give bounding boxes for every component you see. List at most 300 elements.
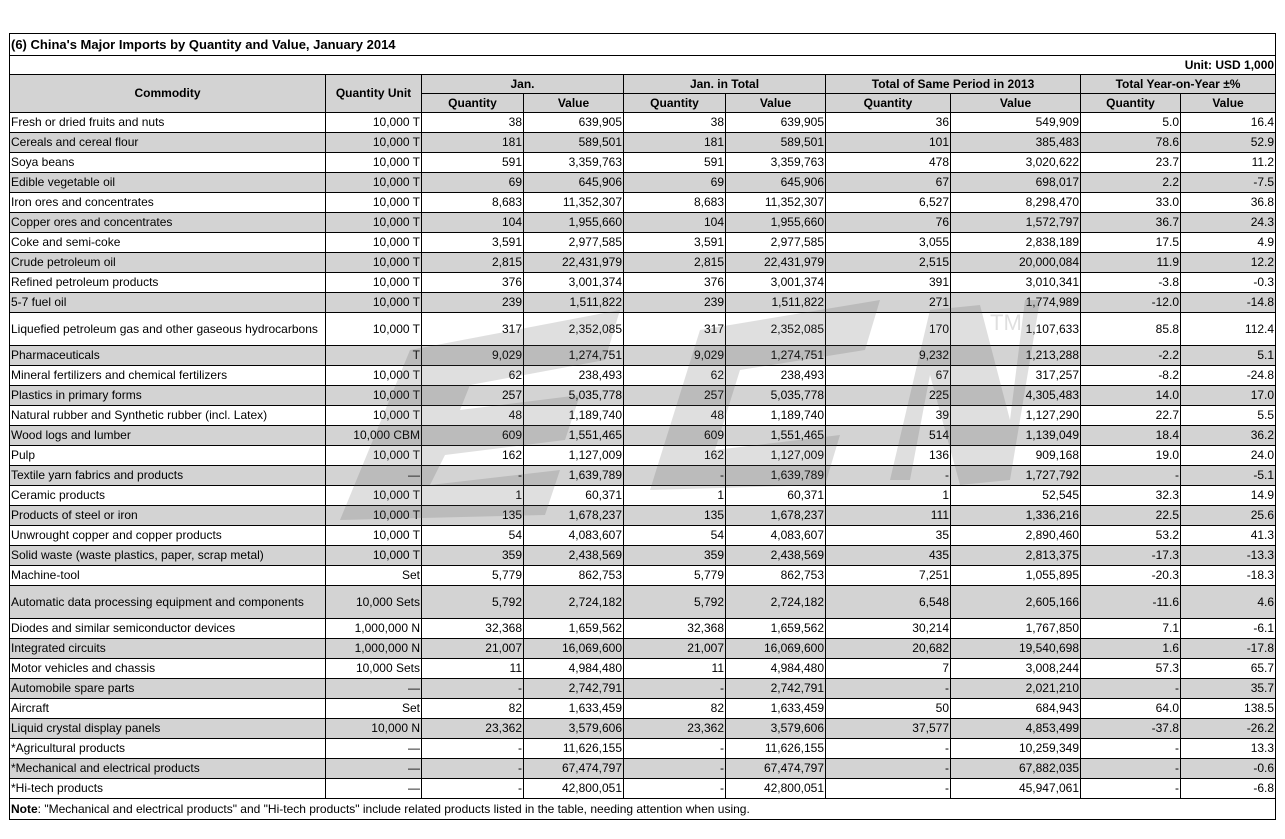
same-period-quantity-cell: 39 (826, 406, 951, 426)
yoy-value-cell: 52.9 (1181, 133, 1276, 153)
jan-total-quantity-cell: 609 (624, 426, 726, 446)
imports-table (9, 33, 1276, 820)
same-period-quantity-cell: 3,055 (826, 233, 951, 253)
jan-quantity-cell: 62 (422, 366, 524, 386)
yoy-quantity-cell: 1.6 (1081, 639, 1181, 659)
yoy-value-cell: 36.2 (1181, 426, 1276, 446)
same-period-quantity-cell: 111 (826, 506, 951, 526)
jan-total-quantity-cell: 257 (624, 386, 726, 406)
jan-quantity-cell: - (422, 759, 524, 779)
jan-total-value-cell: 1,955,660 (726, 213, 826, 233)
jan-total-value-cell: 589,501 (726, 133, 826, 153)
table-row (10, 779, 1276, 799)
same-period-value-cell: 8,298,470 (951, 193, 1081, 213)
jan-value-cell: 11,352,307 (524, 193, 624, 213)
jan-quantity-cell: - (422, 466, 524, 486)
commodity-cell: 5-7 fuel oil (10, 293, 326, 313)
jan-total-value-cell: 3,359,763 (726, 153, 826, 173)
jan-quantity-cell: 376 (422, 273, 524, 293)
table-row (10, 293, 1276, 313)
yoy-quantity-cell: 19.0 (1081, 446, 1181, 466)
same-period-value-cell: 20,000,084 (951, 253, 1081, 273)
yoy-quantity-cell: 22.5 (1081, 506, 1181, 526)
table-row (10, 406, 1276, 426)
yoy-value-cell: 16.4 (1181, 113, 1276, 133)
commodity-cell: Automatic data processing equipment and components (10, 586, 326, 619)
quantity-unit-cell: 10,000 T (326, 406, 422, 426)
jan-total-value-cell: 4,083,607 (726, 526, 826, 546)
yoy-value-cell: 11.2 (1181, 153, 1276, 173)
jan-total-quantity-cell: 5,792 (624, 586, 726, 619)
commodity-cell: Automobile spare parts (10, 679, 326, 699)
jan-total-value-cell: 1,639,789 (726, 466, 826, 486)
jan-total-quantity-cell: 9,029 (624, 346, 726, 366)
jan-quantity-cell: 104 (422, 213, 524, 233)
yoy-quantity-cell: 36.7 (1081, 213, 1181, 233)
yoy-quantity-cell: 57.3 (1081, 659, 1181, 679)
table-row (10, 193, 1276, 213)
same-period-value-cell: 2,838,189 (951, 233, 1081, 253)
yoy-quantity-cell: - (1081, 759, 1181, 779)
same-period-quantity-cell: - (826, 759, 951, 779)
jan-value-cell: 862,753 (524, 566, 624, 586)
quantity-unit-cell: T (326, 346, 422, 366)
jan-total-value-cell: 16,069,600 (726, 639, 826, 659)
table-body (10, 113, 1276, 799)
yoy-quantity-cell: 53.2 (1081, 526, 1181, 546)
jan-total-quantity-cell: - (624, 779, 726, 799)
yoy-quantity-cell: -3.8 (1081, 273, 1181, 293)
yoy-value-cell: 65.7 (1181, 659, 1276, 679)
same-period-value-cell: 1,774,989 (951, 293, 1081, 313)
same-period-quantity-cell: 50 (826, 699, 951, 719)
same-period-quantity-cell: 37,577 (826, 719, 951, 739)
note-row (10, 799, 1276, 820)
jan-quantity-cell: 1 (422, 486, 524, 506)
same-period-value-cell: 1,213,288 (951, 346, 1081, 366)
table-row (10, 133, 1276, 153)
jan-value-cell: 11,626,155 (524, 739, 624, 759)
same-period-quantity-cell: - (826, 679, 951, 699)
commodity-cell: Integrated circuits (10, 639, 326, 659)
same-period-value-cell: 19,540,698 (951, 639, 1081, 659)
quantity-unit-cell: 10,000 T (326, 133, 422, 153)
jan-total-quantity-cell: 317 (624, 313, 726, 346)
jan-value-cell: 3,359,763 (524, 153, 624, 173)
quantity-unit-cell: 10,000 T (326, 173, 422, 193)
header-group-jan: Jan. (422, 75, 624, 94)
jan-total-quantity-cell: - (624, 679, 726, 699)
jan-value-cell: 2,724,182 (524, 586, 624, 619)
yoy-quantity-cell: 85.8 (1081, 313, 1181, 346)
commodity-cell: Crude petroleum oil (10, 253, 326, 273)
same-period-quantity-cell: 136 (826, 446, 951, 466)
yoy-quantity-cell: 33.0 (1081, 193, 1181, 213)
quantity-unit-cell: 10,000 CBM (326, 426, 422, 446)
jan-total-value-cell: 4,984,480 (726, 659, 826, 679)
jan-value-cell: 645,906 (524, 173, 624, 193)
jan-quantity-cell: 257 (422, 386, 524, 406)
header-group-jan-total: Jan. in Total (624, 75, 826, 94)
commodity-cell: *Agricultural products (10, 739, 326, 759)
jan-quantity-cell: 82 (422, 699, 524, 719)
quantity-unit-cell: 10,000 T (326, 506, 422, 526)
jan-value-cell: 1,659,562 (524, 619, 624, 639)
same-period-quantity-cell: 435 (826, 546, 951, 566)
yoy-value-cell: 4.6 (1181, 586, 1276, 619)
same-period-quantity-cell: 6,548 (826, 586, 951, 619)
note-text: : "Mechanical and electrical products" and "Hi-tech products" include related products listed in the table, needing attention when using. (37, 801, 750, 816)
quantity-unit-cell: — (326, 679, 422, 699)
jan-total-value-cell: 2,742,791 (726, 679, 826, 699)
table-row (10, 366, 1276, 386)
yoy-value-cell: -7.5 (1181, 173, 1276, 193)
same-period-value-cell: 1,107,633 (951, 313, 1081, 346)
yoy-quantity-cell: -12.0 (1081, 293, 1181, 313)
jan-value-cell: 2,352,085 (524, 313, 624, 346)
jan-total-quantity-cell: 2,815 (624, 253, 726, 273)
jan-quantity-cell: - (422, 739, 524, 759)
jan-value-cell: 639,905 (524, 113, 624, 133)
yoy-quantity-cell: 18.4 (1081, 426, 1181, 446)
table-row (10, 546, 1276, 566)
jan-quantity-cell: 609 (422, 426, 524, 446)
jan-total-quantity-cell: 239 (624, 293, 726, 313)
commodity-cell: Diodes and similar semiconductor devices (10, 619, 326, 639)
jan-total-quantity-cell: - (624, 759, 726, 779)
jan-value-cell: 1,189,740 (524, 406, 624, 426)
yoy-quantity-cell: -17.3 (1081, 546, 1181, 566)
quantity-unit-cell: 10,000 T (326, 486, 422, 506)
same-period-value-cell: 1,767,850 (951, 619, 1081, 639)
same-period-value-cell: 1,127,290 (951, 406, 1081, 426)
header-sub-value: Value (951, 94, 1081, 113)
header-sub-quantity: Quantity (1081, 94, 1181, 113)
jan-total-value-cell: 42,800,051 (726, 779, 826, 799)
jan-total-value-cell: 1,189,740 (726, 406, 826, 426)
same-period-value-cell: 1,572,797 (951, 213, 1081, 233)
yoy-quantity-cell: -2.2 (1081, 346, 1181, 366)
jan-total-quantity-cell: 181 (624, 133, 726, 153)
yoy-quantity-cell: -8.2 (1081, 366, 1181, 386)
same-period-quantity-cell: 36 (826, 113, 951, 133)
table-row (10, 659, 1276, 679)
commodity-cell: Copper ores and concentrates (10, 213, 326, 233)
table-row (10, 233, 1276, 253)
quantity-unit-cell: 10,000 T (326, 113, 422, 133)
commodity-cell: Solid waste (waste plastics, paper, scrap metal) (10, 546, 326, 566)
table-row (10, 486, 1276, 506)
jan-quantity-cell: 181 (422, 133, 524, 153)
same-period-quantity-cell: 1 (826, 486, 951, 506)
commodity-cell: Pulp (10, 446, 326, 466)
yoy-value-cell: -0.6 (1181, 759, 1276, 779)
jan-total-value-cell: 1,274,751 (726, 346, 826, 366)
yoy-quantity-cell: 14.0 (1081, 386, 1181, 406)
same-period-value-cell: 385,483 (951, 133, 1081, 153)
quantity-unit-cell: — (326, 759, 422, 779)
jan-total-quantity-cell: 591 (624, 153, 726, 173)
table-row (10, 273, 1276, 293)
same-period-quantity-cell: 35 (826, 526, 951, 546)
same-period-quantity-cell: 2,515 (826, 253, 951, 273)
jan-quantity-cell: 69 (422, 173, 524, 193)
jan-value-cell: 1,678,237 (524, 506, 624, 526)
table-row (10, 759, 1276, 779)
same-period-value-cell: 684,943 (951, 699, 1081, 719)
quantity-unit-cell: 10,000 Sets (326, 586, 422, 619)
yoy-value-cell: -26.2 (1181, 719, 1276, 739)
same-period-value-cell: 2,021,210 (951, 679, 1081, 699)
jan-quantity-cell: 359 (422, 546, 524, 566)
yoy-quantity-cell: 2.2 (1081, 173, 1181, 193)
yoy-quantity-cell: 5.0 (1081, 113, 1181, 133)
unit-label: Unit: USD 1,000 (10, 56, 1276, 75)
commodity-cell: Wood logs and lumber (10, 426, 326, 446)
commodity-cell: *Hi-tech products (10, 779, 326, 799)
yoy-quantity-cell: - (1081, 466, 1181, 486)
commodity-cell: Fresh or dried fruits and nuts (10, 113, 326, 133)
commodity-cell: Ceramic products (10, 486, 326, 506)
jan-value-cell: 1,633,459 (524, 699, 624, 719)
jan-quantity-cell: 162 (422, 446, 524, 466)
commodity-cell: Coke and semi-coke (10, 233, 326, 253)
quantity-unit-cell: 10,000 T (326, 153, 422, 173)
same-period-quantity-cell: 20,682 (826, 639, 951, 659)
jan-quantity-cell: 5,779 (422, 566, 524, 586)
jan-total-quantity-cell: 376 (624, 273, 726, 293)
table-note (10, 799, 1276, 820)
table-row (10, 253, 1276, 273)
jan-value-cell: 1,639,789 (524, 466, 624, 486)
table-row (10, 426, 1276, 446)
jan-total-value-cell: 2,438,569 (726, 546, 826, 566)
jan-value-cell: 3,001,374 (524, 273, 624, 293)
jan-total-quantity-cell: - (624, 739, 726, 759)
table-title: (6) China's Major Imports by Quantity and Value, January 2014 (10, 34, 1276, 56)
same-period-value-cell: 4,305,483 (951, 386, 1081, 406)
jan-total-value-cell: 22,431,979 (726, 253, 826, 273)
same-period-quantity-cell: 6,527 (826, 193, 951, 213)
same-period-value-cell: 549,909 (951, 113, 1081, 133)
commodity-cell: Plastics in primary forms (10, 386, 326, 406)
jan-value-cell: 238,493 (524, 366, 624, 386)
jan-quantity-cell: 23,362 (422, 719, 524, 739)
commodity-cell: Liquefied petroleum gas and other gaseous hydrocarbons (10, 313, 326, 346)
quantity-unit-cell: 10,000 T (326, 446, 422, 466)
same-period-quantity-cell: 9,232 (826, 346, 951, 366)
quantity-unit-cell: 10,000 T (326, 546, 422, 566)
commodity-cell: Machine-tool (10, 566, 326, 586)
jan-quantity-cell: 8,683 (422, 193, 524, 213)
same-period-quantity-cell: 76 (826, 213, 951, 233)
same-period-value-cell: 67,882,035 (951, 759, 1081, 779)
commodity-cell: *Mechanical and electrical products (10, 759, 326, 779)
jan-total-value-cell: 60,371 (726, 486, 826, 506)
quantity-unit-cell: 10,000 Sets (326, 659, 422, 679)
jan-value-cell: 589,501 (524, 133, 624, 153)
jan-total-value-cell: 3,579,606 (726, 719, 826, 739)
jan-total-quantity-cell: - (624, 466, 726, 486)
yoy-quantity-cell: -37.8 (1081, 719, 1181, 739)
commodity-cell: Iron ores and concentrates (10, 193, 326, 213)
header-group-year-on-year: Total Year-on-Year ±% (1081, 75, 1276, 94)
jan-total-value-cell: 639,905 (726, 113, 826, 133)
yoy-value-cell: 5.1 (1181, 346, 1276, 366)
jan-total-value-cell: 1,511,822 (726, 293, 826, 313)
jan-quantity-cell: 2,815 (422, 253, 524, 273)
same-period-value-cell: 698,017 (951, 173, 1081, 193)
same-period-quantity-cell: 391 (826, 273, 951, 293)
quantity-unit-cell: 1,000,000 N (326, 619, 422, 639)
same-period-value-cell: 2,813,375 (951, 546, 1081, 566)
jan-total-quantity-cell: 359 (624, 546, 726, 566)
jan-quantity-cell: 21,007 (422, 639, 524, 659)
table-row (10, 346, 1276, 366)
yoy-value-cell: 36.8 (1181, 193, 1276, 213)
jan-total-value-cell: 5,035,778 (726, 386, 826, 406)
yoy-quantity-cell: 23.7 (1081, 153, 1181, 173)
commodity-cell: Cereals and cereal flour (10, 133, 326, 153)
jan-value-cell: 1,955,660 (524, 213, 624, 233)
yoy-value-cell: -18.3 (1181, 566, 1276, 586)
jan-value-cell: 1,127,009 (524, 446, 624, 466)
jan-quantity-cell: 11 (422, 659, 524, 679)
header-quantity-unit: Quantity Unit (326, 75, 422, 113)
unit-row (10, 56, 1276, 75)
yoy-value-cell: 5.5 (1181, 406, 1276, 426)
jan-total-quantity-cell: 82 (624, 699, 726, 719)
jan-value-cell: 4,083,607 (524, 526, 624, 546)
jan-value-cell: 67,474,797 (524, 759, 624, 779)
jan-total-quantity-cell: 23,362 (624, 719, 726, 739)
commodity-cell: Soya beans (10, 153, 326, 173)
table-row (10, 699, 1276, 719)
jan-value-cell: 1,511,822 (524, 293, 624, 313)
jan-total-quantity-cell: 54 (624, 526, 726, 546)
same-period-value-cell: 909,168 (951, 446, 1081, 466)
jan-total-value-cell: 645,906 (726, 173, 826, 193)
yoy-value-cell: 13.3 (1181, 739, 1276, 759)
jan-total-value-cell: 11,352,307 (726, 193, 826, 213)
same-period-quantity-cell: 7 (826, 659, 951, 679)
commodity-cell: Mineral fertilizers and chemical fertilizers (10, 366, 326, 386)
table-row (10, 213, 1276, 233)
jan-value-cell: 1,551,465 (524, 426, 624, 446)
table-row (10, 586, 1276, 619)
jan-total-value-cell: 2,724,182 (726, 586, 826, 619)
header-row-groups (10, 75, 1276, 94)
yoy-value-cell: 24.3 (1181, 213, 1276, 233)
table-row (10, 446, 1276, 466)
table-row (10, 566, 1276, 586)
jan-quantity-cell: 38 (422, 113, 524, 133)
table-row (10, 679, 1276, 699)
jan-quantity-cell: 317 (422, 313, 524, 346)
yoy-value-cell: -17.8 (1181, 639, 1276, 659)
yoy-value-cell: 14.9 (1181, 486, 1276, 506)
table-row (10, 113, 1276, 133)
commodity-cell: Products of steel or iron (10, 506, 326, 526)
yoy-quantity-cell: 78.6 (1081, 133, 1181, 153)
quantity-unit-cell: 10,000 T (326, 193, 422, 213)
jan-value-cell: 60,371 (524, 486, 624, 506)
quantity-unit-cell: 10,000 T (326, 253, 422, 273)
jan-value-cell: 1,274,751 (524, 346, 624, 366)
quantity-unit-cell: 1,000,000 N (326, 639, 422, 659)
yoy-quantity-cell: -11.6 (1081, 586, 1181, 619)
yoy-value-cell: -6.8 (1181, 779, 1276, 799)
jan-quantity-cell: 48 (422, 406, 524, 426)
quantity-unit-cell: — (326, 779, 422, 799)
jan-value-cell: 5,035,778 (524, 386, 624, 406)
jan-value-cell: 2,977,585 (524, 233, 624, 253)
commodity-cell: Liquid crystal display panels (10, 719, 326, 739)
jan-total-quantity-cell: 5,779 (624, 566, 726, 586)
same-period-value-cell: 2,605,166 (951, 586, 1081, 619)
same-period-value-cell: 3,008,244 (951, 659, 1081, 679)
jan-total-quantity-cell: 62 (624, 366, 726, 386)
jan-total-quantity-cell: 1 (624, 486, 726, 506)
jan-quantity-cell: 32,368 (422, 619, 524, 639)
jan-total-quantity-cell: 38 (624, 113, 726, 133)
jan-value-cell: 3,579,606 (524, 719, 624, 739)
commodity-cell: Refined petroleum products (10, 273, 326, 293)
same-period-value-cell: 317,257 (951, 366, 1081, 386)
yoy-quantity-cell: 32.3 (1081, 486, 1181, 506)
same-period-value-cell: 3,020,622 (951, 153, 1081, 173)
yoy-value-cell: 138.5 (1181, 699, 1276, 719)
yoy-quantity-cell: - (1081, 679, 1181, 699)
table-row (10, 639, 1276, 659)
jan-total-value-cell: 862,753 (726, 566, 826, 586)
jan-total-quantity-cell: 69 (624, 173, 726, 193)
same-period-value-cell: 3,010,341 (951, 273, 1081, 293)
commodity-cell: Unwrought copper and copper products (10, 526, 326, 546)
header-sub-quantity: Quantity (624, 94, 726, 113)
yoy-quantity-cell: 11.9 (1081, 253, 1181, 273)
jan-total-quantity-cell: 3,591 (624, 233, 726, 253)
jan-total-value-cell: 3,001,374 (726, 273, 826, 293)
jan-total-quantity-cell: 162 (624, 446, 726, 466)
jan-total-value-cell: 2,352,085 (726, 313, 826, 346)
yoy-value-cell: 112.4 (1181, 313, 1276, 346)
yoy-value-cell: -5.1 (1181, 466, 1276, 486)
quantity-unit-cell: 10,000 T (326, 386, 422, 406)
commodity-cell: Textile yarn fabrics and products (10, 466, 326, 486)
same-period-value-cell: 1,139,049 (951, 426, 1081, 446)
quantity-unit-cell: 10,000 T (326, 273, 422, 293)
yoy-quantity-cell: 17.5 (1081, 233, 1181, 253)
yoy-value-cell: 4.9 (1181, 233, 1276, 253)
yoy-value-cell: 41.3 (1181, 526, 1276, 546)
table-row (10, 526, 1276, 546)
same-period-quantity-cell: 7,251 (826, 566, 951, 586)
table-row (10, 739, 1276, 759)
same-period-value-cell: 1,336,216 (951, 506, 1081, 526)
jan-quantity-cell: 54 (422, 526, 524, 546)
jan-total-quantity-cell: 48 (624, 406, 726, 426)
yoy-quantity-cell: - (1081, 739, 1181, 759)
yoy-value-cell: -13.3 (1181, 546, 1276, 566)
same-period-quantity-cell: 67 (826, 173, 951, 193)
same-period-value-cell: 1,727,792 (951, 466, 1081, 486)
same-period-quantity-cell: 67 (826, 366, 951, 386)
title-row (10, 34, 1276, 56)
header-sub-value: Value (524, 94, 624, 113)
jan-total-value-cell: 238,493 (726, 366, 826, 386)
yoy-quantity-cell: 7.1 (1081, 619, 1181, 639)
